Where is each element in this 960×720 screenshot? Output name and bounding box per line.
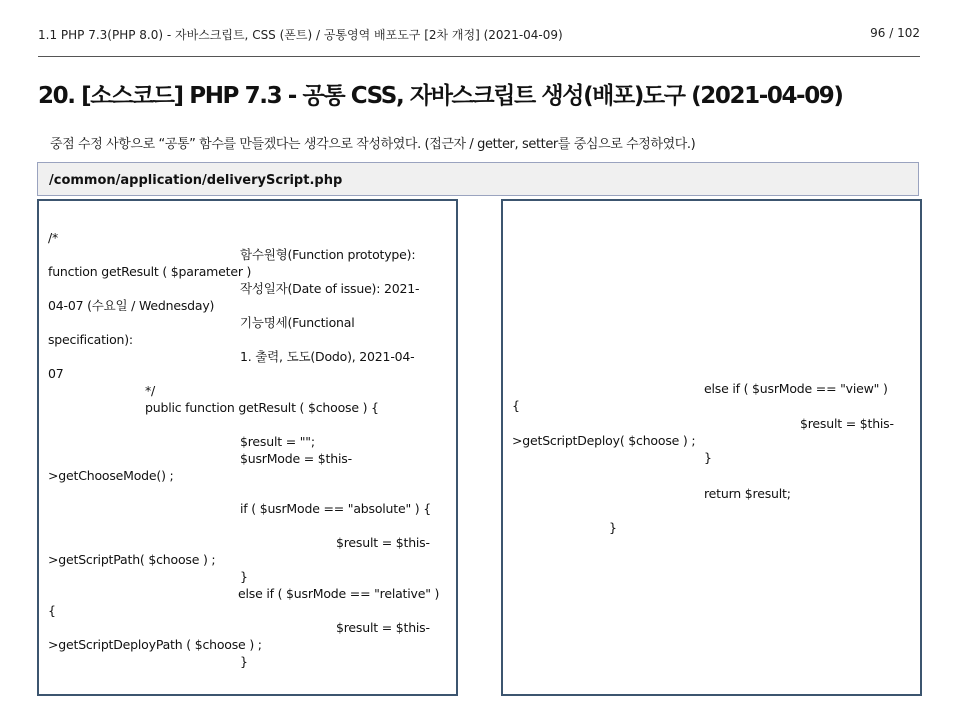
code-line: if ( $usrMode == "absolute" ) { xyxy=(240,501,431,516)
code-line: >getScriptDeployPath ( $choose ) ; xyxy=(48,637,262,652)
code-block-right xyxy=(501,199,922,696)
code-line: } xyxy=(240,569,248,584)
code-line: { xyxy=(512,398,520,413)
code-line: return $result; xyxy=(704,486,791,501)
header-title: 1.1 PHP 7.3(PHP 8.0) - 자바스크립트, CSS (폰트) / 공통영역 배포도구 [2차 개정] (2021-04-09) xyxy=(38,28,563,42)
code-line: 1. 출력, 도도(Dodo), 2021-04- xyxy=(240,349,415,364)
code-line: $result = ""; xyxy=(240,434,315,449)
code-line: 07 xyxy=(48,366,64,381)
code-line: function getResult ( $parameter ) xyxy=(48,264,252,279)
file-path-bar xyxy=(37,162,919,196)
code-line: $result = $this- xyxy=(336,535,430,550)
code-line: $result = $this- xyxy=(336,620,430,635)
code-line: $usrMode = $this- xyxy=(240,451,352,466)
code-line: >getChooseMode() ; xyxy=(48,468,174,483)
code-line: else if ( $usrMode == "relative" ) xyxy=(238,586,440,601)
code-line: >getScriptDeploy( $choose ) ; xyxy=(512,433,696,448)
code-line: 함수원형(Function prototype): xyxy=(240,247,416,262)
code-line: /* xyxy=(48,230,59,245)
code-line: } xyxy=(609,520,617,535)
page-header xyxy=(38,26,920,42)
code-line: 기능명세(Functional xyxy=(240,315,355,330)
code-line: >getScriptPath( $choose ) ; xyxy=(48,552,216,567)
code-line: */ xyxy=(145,383,156,398)
code-line: $result = $this- xyxy=(800,416,894,431)
code-line: public function getResult ( $choose ) { xyxy=(145,400,379,415)
code-line: 작성일자(Date of issue): 2021- xyxy=(240,281,420,296)
section-description: 중점 수정 사항으로 “공통” 함수를 만들겠다는 생각으로 작성하였다. (접근자 / getter, setter를 중심으로 수정하였다.) xyxy=(50,137,696,152)
file-path: /common/application/deliveryScript.php xyxy=(49,173,343,188)
section-title: 20. [소스코드] PHP 7.3 - 공통 CSS, 자바스크립트 생성(배포)도구 (2021-04-09) xyxy=(38,83,843,109)
code-line: specification): xyxy=(48,332,133,347)
page-number: 96 / 102 xyxy=(870,26,920,40)
code-line: 04-07 (수요일 / Wednesday) xyxy=(48,298,215,313)
code-line: else if ( $usrMode == "view" ) xyxy=(704,381,888,396)
code-block-left xyxy=(37,199,458,696)
code-line: { xyxy=(48,603,56,618)
code-line: } xyxy=(240,654,248,669)
header-divider xyxy=(38,56,920,57)
code-line: } xyxy=(704,450,712,465)
